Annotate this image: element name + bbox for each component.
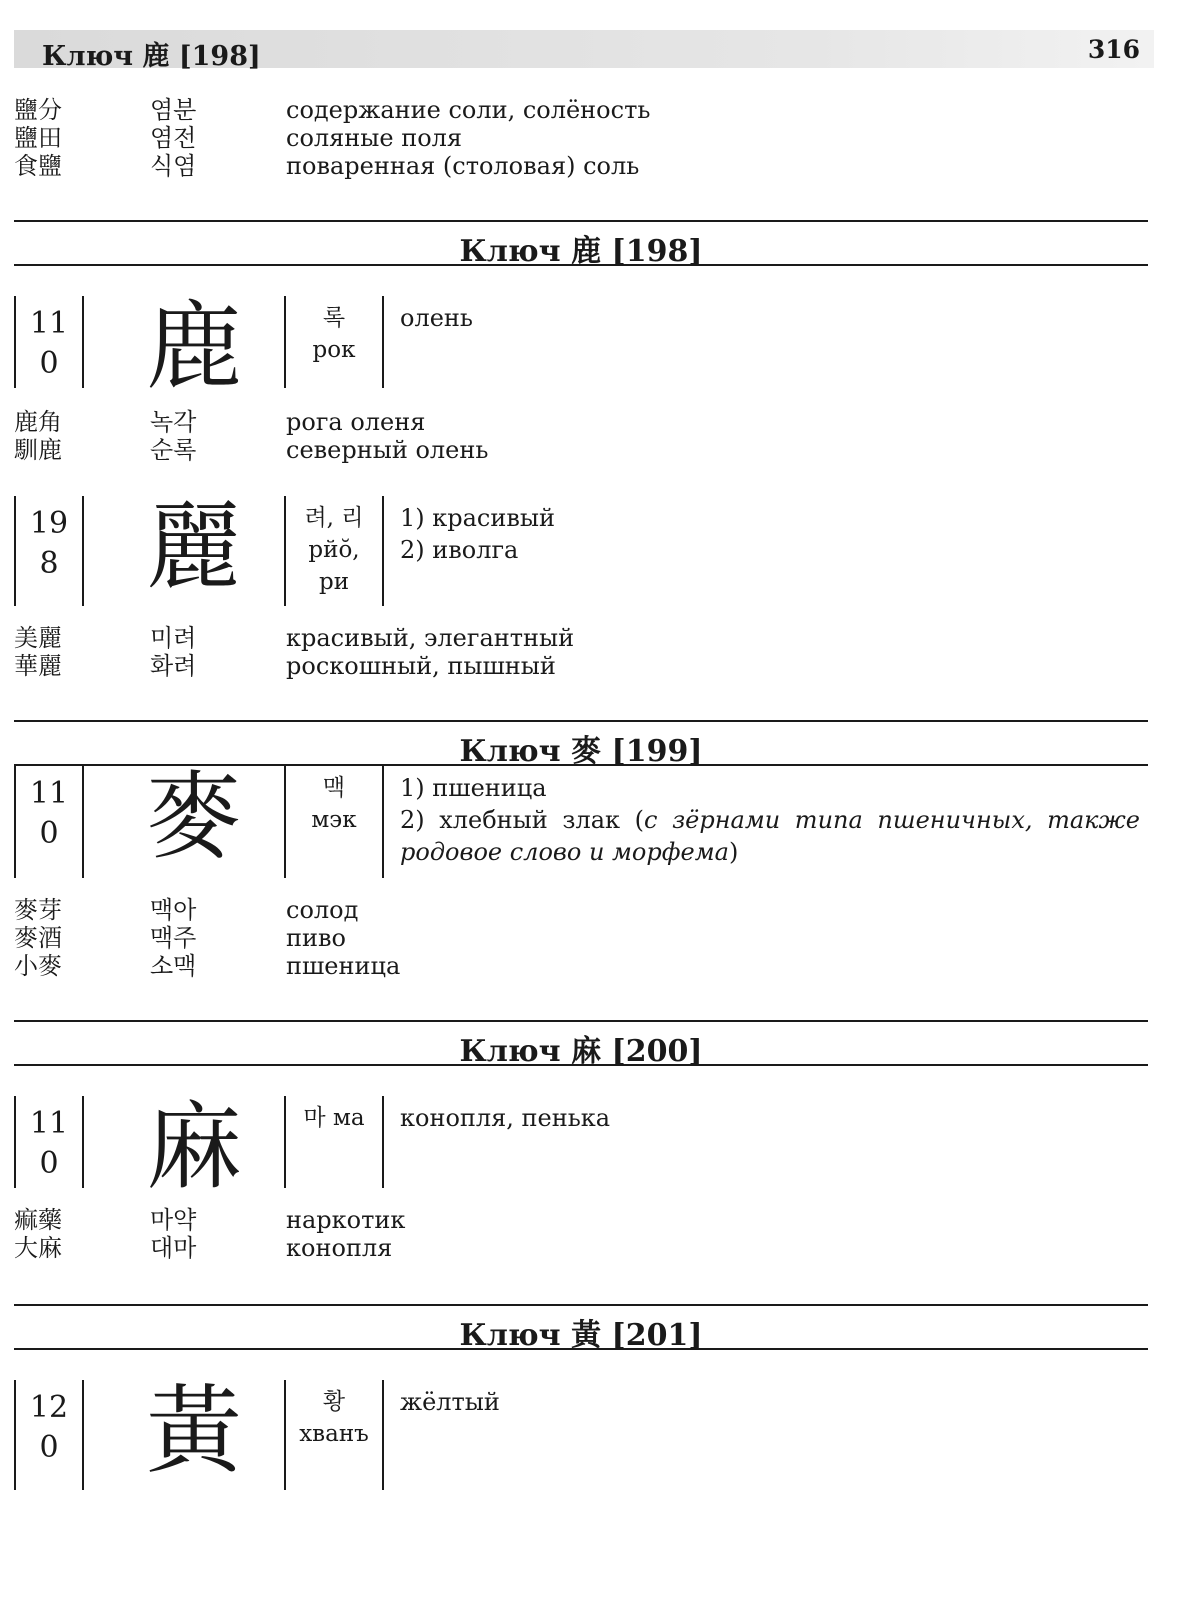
compound-translation: пиво: [286, 924, 346, 952]
character-entry: [14, 1375, 1148, 1490]
reading-hangul: 마 ма: [303, 1105, 365, 1131]
total-strokes: 19: [29, 506, 69, 541]
compound-hangul: 맥아: [150, 896, 197, 924]
definition: 1) красивый: [400, 504, 555, 532]
reading: [284, 1096, 384, 1188]
page-header: [14, 30, 1154, 72]
stroke-counts: [14, 1380, 84, 1490]
compound-hanja: 華麗: [14, 652, 62, 680]
definitions: [400, 302, 1140, 334]
compound-hangul: 마약: [150, 1206, 197, 1234]
extra-strokes: 0: [39, 1146, 59, 1181]
extra-strokes: 0: [39, 816, 59, 851]
total-strokes: 11: [29, 306, 69, 341]
compound-hanja: 痲藥: [14, 1206, 62, 1234]
radical-title: Ключ 麥 [199]: [459, 734, 703, 769]
reading-hangul: 황: [322, 1389, 346, 1415]
stroke-counts: [14, 766, 84, 878]
definition-close: ): [728, 838, 739, 866]
reading-cyrillic: рйŏ,: [308, 537, 360, 563]
reading-cyrillic-alt: ри: [318, 569, 350, 595]
character-entry: [14, 491, 1148, 606]
compound-hanja: 鹽分: [14, 96, 62, 124]
extra-strokes: 0: [39, 346, 59, 381]
definition: олень: [400, 304, 473, 332]
compound-hanja: 大麻: [14, 1234, 62, 1262]
character-entry: [14, 291, 1148, 403]
compound-hanja: 馴鹿: [14, 436, 62, 464]
reading: [284, 766, 384, 878]
compound-translation: соляные поля: [286, 124, 463, 152]
reading: [284, 496, 384, 606]
definition: жёлтый: [400, 1388, 500, 1416]
running-title: Ключ 鹿 [198]: [42, 41, 261, 72]
compound-hangul: 염전: [150, 124, 197, 152]
compound-hanja: 美麗: [14, 624, 62, 652]
radical-section-header: [14, 1020, 1148, 1069]
character-entry: [14, 761, 1148, 878]
definitions: [400, 1386, 1140, 1418]
headword-character: 鹿: [146, 291, 242, 403]
compound-hanja: 鹽田: [14, 124, 62, 152]
compound-translation: роскошный, пышный: [286, 652, 556, 680]
reading: [284, 1380, 384, 1490]
stroke-counts: [14, 1096, 84, 1188]
reading-hangul: 려, 리: [304, 505, 364, 531]
compound-translation: солод: [286, 896, 359, 924]
total-strokes: 11: [29, 1106, 69, 1141]
compound-hangul: 녹각: [150, 408, 197, 436]
compound-translation: рога оленя: [286, 408, 426, 436]
reading-hangul: 록: [322, 305, 346, 331]
headword-character: 麗: [146, 491, 242, 603]
compound-hangul: 소맥: [150, 952, 197, 980]
reading: [284, 296, 384, 388]
headword-character: 黃: [146, 1375, 242, 1487]
compound-translation: содержание соли, солёность: [286, 96, 651, 124]
headword-character: 麻: [146, 1091, 242, 1203]
compound-hanja: 小麥: [14, 952, 62, 980]
character-entry: [14, 1091, 1148, 1203]
compound-hanja: 麥酒: [14, 924, 62, 952]
definitions: [400, 1102, 1140, 1134]
compound-hangul: 식염: [150, 152, 197, 180]
compound-hanja: 食鹽: [14, 152, 62, 180]
radical-title: Ключ 黃 [201]: [459, 1318, 703, 1353]
headword-character: 麥: [146, 761, 242, 873]
reading-hangul: 맥: [322, 775, 346, 801]
compound-hangul: 순록: [150, 436, 197, 464]
compound-translation: конопля: [286, 1234, 393, 1262]
definition: конопля, пенька: [400, 1104, 611, 1132]
total-strokes: 11: [29, 776, 69, 811]
definition: [400, 804, 1140, 868]
page-number: 316: [1087, 35, 1140, 64]
compound-hanja: 麥芽: [14, 896, 62, 924]
extra-strokes: 0: [39, 1430, 59, 1465]
compound-hangul: 맥주: [150, 924, 197, 952]
radical-title: Ключ 鹿 [198]: [459, 234, 703, 269]
compound-hangul: 염분: [150, 96, 197, 124]
definitions: [400, 772, 1140, 868]
compound-translation: красивый, элегантный: [286, 624, 575, 652]
stroke-counts: [14, 296, 84, 388]
definition: 2) иволга: [400, 536, 519, 564]
compound-translation: наркотик: [286, 1206, 406, 1234]
compound-translation: поваренная (столовая) соль: [286, 152, 640, 180]
radical-title: Ключ 麻 [200]: [459, 1034, 703, 1069]
radical-section-header: [14, 720, 1148, 769]
compound-hangul: 대마: [150, 1234, 197, 1262]
total-strokes: 12: [29, 1390, 69, 1425]
reading-cyrillic: мэк: [311, 807, 357, 833]
radical-section-header: [14, 1304, 1148, 1353]
compound-hangul: 미려: [150, 624, 197, 652]
reading-cyrillic: хванъ: [299, 1421, 369, 1447]
definition-note: с зёрнами типа пшеничных, также родовое слово и морфема: [400, 806, 1141, 866]
compound-translation: пшеница: [286, 952, 401, 980]
compound-translation: северный олень: [286, 436, 489, 464]
reading-cyrillic: рок: [312, 337, 356, 363]
definition-text: 2) хлебный злак (: [400, 806, 645, 834]
stroke-counts: [14, 496, 84, 606]
definition: 1) пшеница: [400, 774, 547, 802]
definitions: [400, 502, 1140, 566]
radical-section-header: [14, 220, 1148, 269]
compound-hangul: 화려: [150, 652, 197, 680]
extra-strokes: 8: [39, 546, 59, 581]
compound-hanja: 鹿角: [14, 408, 62, 436]
